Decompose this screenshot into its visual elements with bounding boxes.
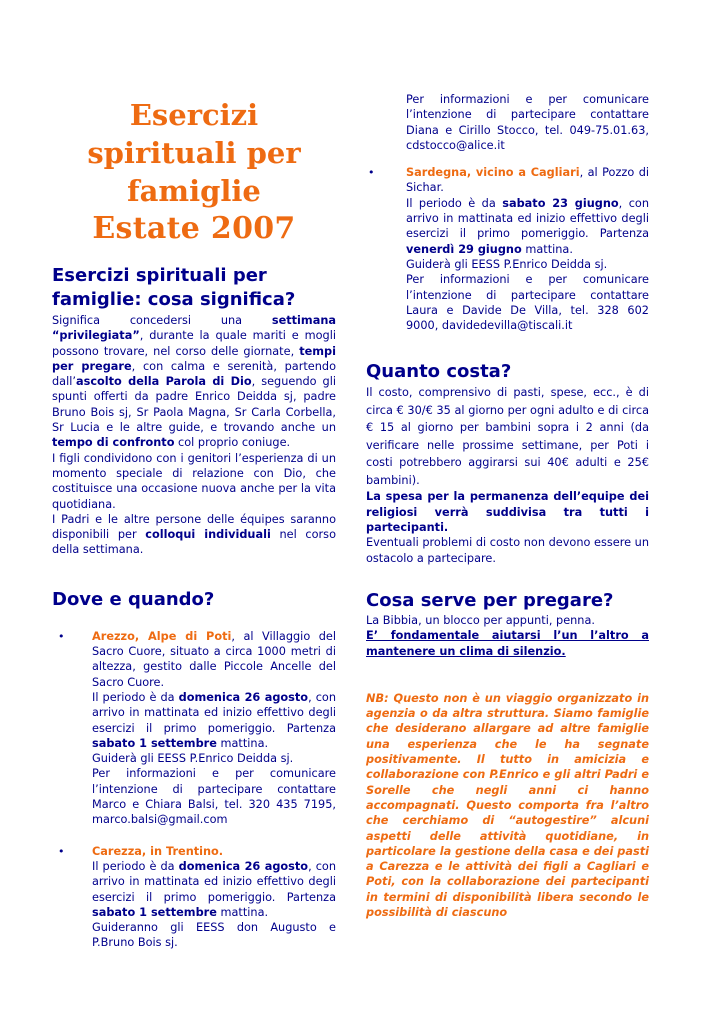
- left-column: [52, 96, 336, 951]
- right-column: [366, 92, 649, 920]
- contact-sardegna: Per informazioni e per comunicare l’intenzione di partecipare contattare Laura e Davide De Villa, tel. 328 602 9000, davidedevilla@tiscali.it: [406, 273, 649, 333]
- contact-arezzo: Per informazioni e per comunicare l’intenzione di partecipare contattare Marco e Chiara Balsi, tel. 320 435 7195, marco.balsi@gmail.com: [92, 767, 336, 827]
- pray-text: La Bibbia, un blocco per appunti, penna.: [366, 613, 595, 627]
- bullet: •: [58, 629, 65, 643]
- title-line-1: Esercizi: [129, 98, 259, 132]
- fathers-paragraph: I Padri e le altre persone delle équipes saranno disponibili per colloqui individuali nel corso della settimana.: [52, 512, 336, 557]
- pray-underline-note: E’ fondamentale aiutarsi l’un l’altro a mantenere un clima di silenzio.: [366, 629, 649, 658]
- contact-carezza: Per informazioni e per comunicare l’intenzione di partecipare contattare Diana e Cirillo Stocco, tel. 049-75.01.63, cdstocco@alice.it: [406, 93, 649, 152]
- section-heading-meaning: Esercizi spirituali per famiglie: cosa significa?: [52, 265, 296, 310]
- location-sardegna: Sardegna, vicino a Cagliari: [406, 166, 580, 180]
- cost-bold-note: La spesa per la permanenza dell’equipe dei religiosi verrà suddivisa tra tutti i partecipanti.: [366, 490, 649, 535]
- bullet: •: [58, 844, 65, 858]
- section-heading-cost: Quanto costa?: [366, 361, 512, 383]
- page-title: [52, 96, 336, 248]
- list-item-carezza: • Carezza, in Trentino. Il periodo è da domenica 26 agosto, con arrivo in mattinata ed inizio effettivo degli esercizi il primo pomeriggio. Partenza sabato 1 settembre mattina. Guideranno gli EESS don Augusto e P.Bruno Bois sj.: [58, 844, 336, 950]
- children-paragraph: I figli condividono con i genitori l’esperienza di un momento speciale di relazione con Dio, che costituisce una occasione nuova anche per la vita quotidiana.: [52, 451, 336, 511]
- cost-paragraph: Il costo, comprensivo di pasti, spese, ecc., è di circa € 30/€ 35 al giorno per ogni adulto e di circa € 15 al giorno per bambini sopra i 2 anni (da verificare nelle prossime settimane, per Poti i costi potrebbero aggirarsi sui 40€ adulti e 25€ bambini).: [366, 386, 649, 487]
- section-heading-pray: Cosa serve per pregare?: [366, 589, 614, 611]
- meaning-paragraph: Significa concedersi una settimana “privilegiata”, durante la quale mariti e mogli possono trovare, nel corso delle giornate, tempi per pregare, con calma e serenità, partendo dall’ascolto della Parola di Dio, seguendo gli spunti offerti da padre Enrico Deidda sj, padre Bruno Bois sj, Sr Paola Magna, Sr Carla Corbella, Sr Lucia e le altre guide, e trovando anche un tempo di confronto col proprio coniuge.: [52, 314, 337, 450]
- cost-note: Eventuali problemi di costo non devono essere un ostacolo a partecipare.: [366, 536, 649, 565]
- title-line-4: Estate 2007: [92, 211, 296, 246]
- location-carezza: Carezza, in Trentino.: [92, 844, 224, 858]
- list-item-arezzo: • Arezzo, Alpe di Poti, al Villaggio del Sacro Cuore, situato a circa 1000 metri di altezza, gestito dalle Piccole Ancelle del Sacro Cuore. Il periodo è da domenica 26 agosto, con arrivo in mattinata ed inizio effettivo degli esercizi il primo pomeriggio. Partenza sabato 1 settembre mattina. Guiderà gli EESS P.Enrico Deidda sj. Per informazioni e per comunicare l’intenzione di partecipare contattare Marco e Chiara Balsi, tel. 320 435 7195, marco.balsi@gmail.com: [58, 629, 336, 827]
- nb-note: NB: Questo non è un viaggio organizzato in agenzia o da altra struttura. Siamo famiglie che desiderano allargare ad altre famiglie una esperienza che le ha segnate positivamente. Il tutto in amicizia e collaborazione con P.Enrico e gli altri Padri e Sorelle che negli anni ci hanno accompagnati. Questo comporta fra l’altro che cerchiamo di “autogestire” alcuni aspetti delle attività quotidiane, in particolare la gestione della casa e dei pasti a Carezza e le attività dei figli a Cagliari e Poti, con la collaborazione dei partecipanti in termini di disponibilità libera secondo le possibilità di ciascuno: [366, 691, 649, 919]
- list-item-sardegna: • Sardegna, vicino a Cagliari, al Pozzo di Sichar. Il periodo è da sabato 23 giugno, con arrivo in mattinata ed inizio effettivo degli esercizi il primo pomeriggio. Partenza venerdì 29 giugno mattina. Guiderà gli EESS P.Enrico Deidda sj. Per informazioni e per comunicare l’intenzione di partecipare contattare Laura e Davide De Villa, tel. 328 602 9000, davidedevilla@tiscali.it: [368, 166, 650, 333]
- title-line-3: famiglie: [127, 174, 261, 208]
- location-arezzo: Arezzo, Alpe di Poti: [92, 629, 232, 643]
- title-line-2: spirituali per: [87, 136, 301, 170]
- bullet: •: [368, 166, 375, 180]
- section-heading-where-when: Dove e quando?: [52, 588, 215, 610]
